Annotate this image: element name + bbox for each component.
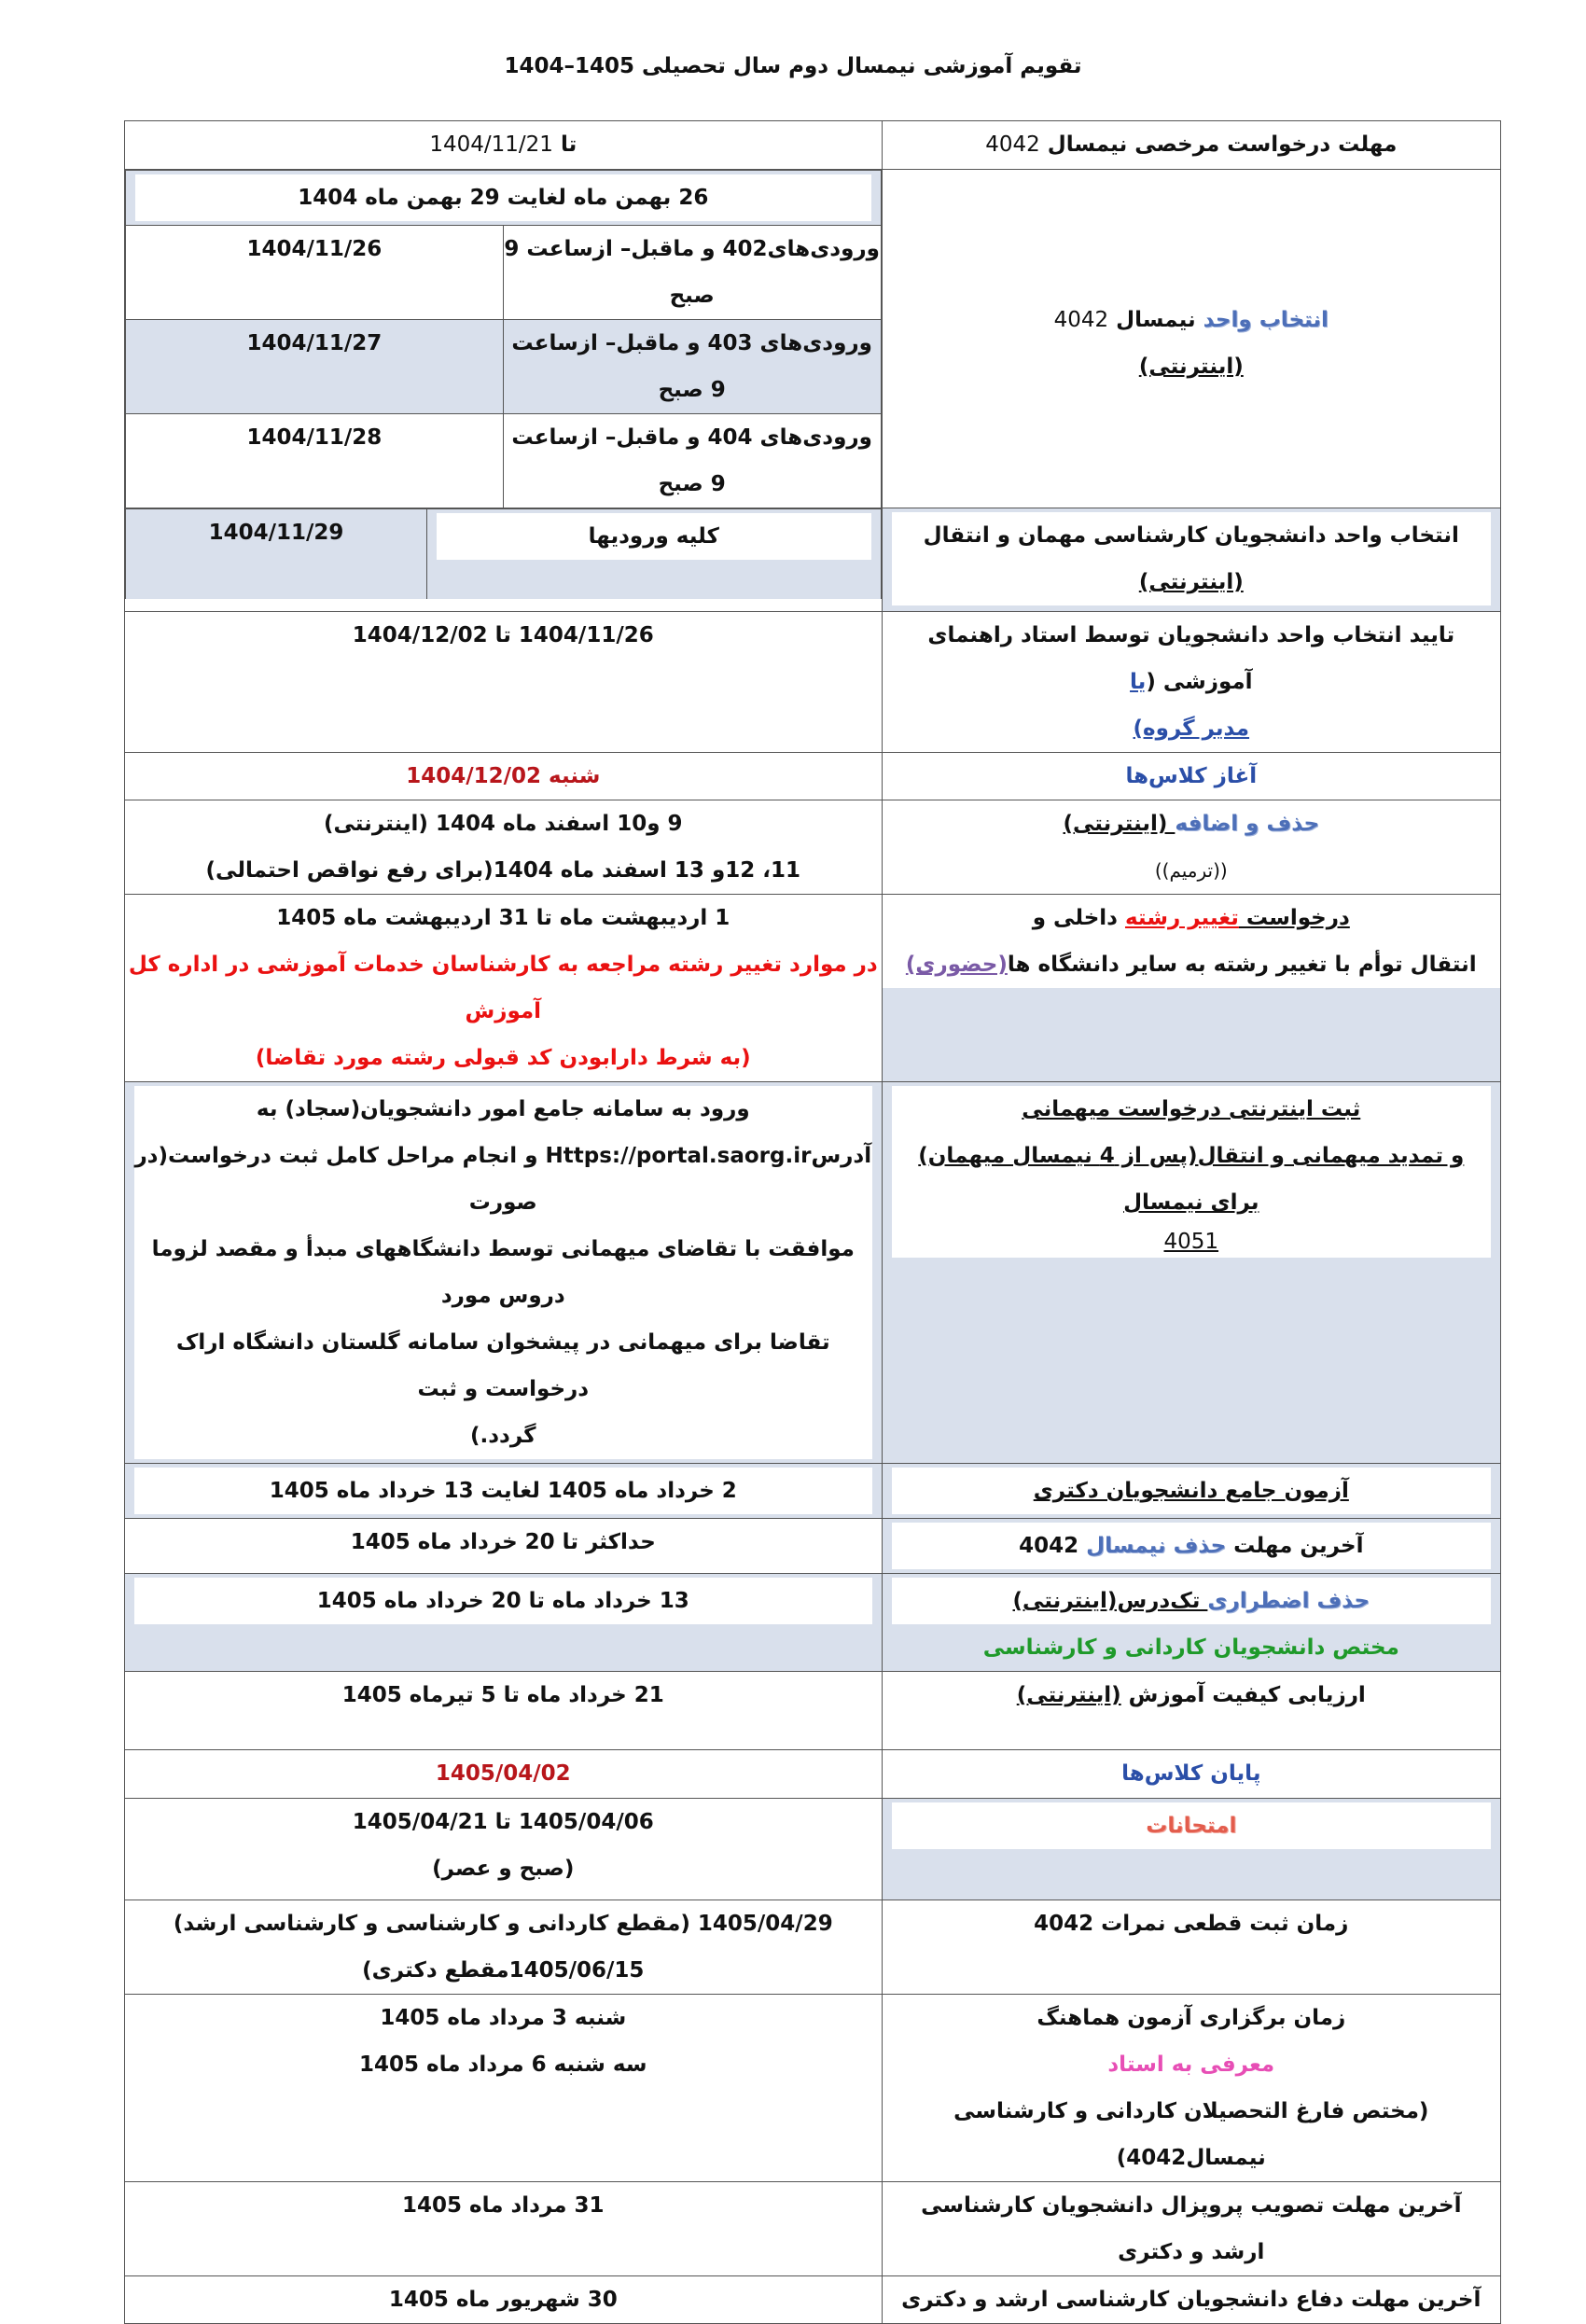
add-drop-value: 9 و10 اسفند ماه 1404 (اینترنتی) 11، 12و 13 اسفند ماه 1404(برای رفع نواقص احتمالی)	[125, 800, 883, 895]
registration-item-date: 1404/11/26	[126, 226, 504, 320]
registration-value	[125, 170, 883, 508]
approval-value: 1404/11/26 تا 1404/12/02	[125, 612, 883, 753]
coordinated-exam-value: شنبه 3 مرداد ماه 1405 سه شنبه 6 مرداد ماه 1405	[125, 1995, 883, 2182]
evaluation-value: 21 خرداد ماه تا 5 تیرماه 1405	[125, 1672, 883, 1750]
page-title: تقویم آموزشی نیمسال دوم سال تحصیلی 1405–1404	[504, 54, 1082, 78]
table-row	[125, 1900, 1501, 1995]
table-row	[125, 1574, 1501, 1672]
table-row	[125, 1082, 1501, 1464]
add-drop-label: حذف و اضافه (اینترنتی) ((ترمیم))	[882, 800, 1500, 895]
registration-item-text: ورودی‌های 404 و ماقبل– ازساعت 9 صبح	[503, 414, 881, 508]
class-start-value: شنبه 1404/12/02	[125, 753, 883, 800]
table-row	[125, 1799, 1501, 1900]
class-end-value: 1405/04/02	[125, 1750, 883, 1799]
table-row	[125, 1519, 1501, 1574]
major-change-label: درخواست تغییر رشته داخلی و انتقال توأم با تغییر رشته به سایر دانشگاه ها(حضوری)	[882, 895, 1500, 1082]
table-row	[125, 612, 1501, 753]
table-row	[125, 121, 1501, 170]
table-row	[125, 2182, 1501, 2276]
table-row	[125, 508, 1501, 612]
table-row	[125, 800, 1501, 895]
emergency-drop-label: حذف اضطراری تک‌درس(اینترنتی) مختص دانشجویان کاردانی و کارشناسی	[882, 1574, 1500, 1672]
guest-registration-label: انتخاب واحد دانشجویان کارشناسی مهمان و انتقال (اینترنتی)	[882, 508, 1500, 612]
registration-header: 26 بهمن ماه لغایت 29 بهمن ماه 1404	[126, 171, 882, 226]
registration-label: انتخاب واحد نیمسال 4042 (اینترنتی)	[882, 170, 1500, 508]
grades-label: زمان ثبت قطعی نمرات 4042	[882, 1900, 1500, 1995]
semester-drop-label: آخرین مهلت حذف نیمسال 4042	[882, 1519, 1500, 1574]
guest-request-label: ثبت اینترنتی درخواست میهمانی و تمدید میهمانی و انتقال(پس از 4 نیمسال میهمان) برای نیمسال 4051	[882, 1082, 1500, 1464]
defense-value: 30 شهریور ماه 1405	[125, 2276, 883, 2324]
registration-item-text: ورودی‌های402 و ماقبل– ازساعت 9 صبح	[503, 226, 881, 320]
coordinated-exam-label: زمان برگزاری آزمون هماهنگ معرفی به استاد (مختص فارغ التحصیلان کاردانی و کارشناسی نیمسال4042)	[882, 1995, 1500, 2182]
table-row	[125, 2276, 1501, 2324]
emergency-drop-value: 13 خرداد ماه تا 20 خرداد ماه 1405	[125, 1574, 883, 1672]
guest-registration-text: کلیه ورودیها	[437, 513, 871, 560]
registration-item-date: 1404/11/28	[126, 414, 504, 508]
phd-exam-label: آزمون جامع دانشجویان دکتری	[882, 1464, 1500, 1519]
registration-item-date: 1404/11/27	[126, 320, 504, 414]
table-row	[125, 1672, 1501, 1750]
semester-drop-value: حداکثر تا 20 خرداد ماه 1405	[125, 1519, 883, 1574]
phd-exam-value: 2 خرداد ماه 1405 لغایت 13 خرداد ماه 1405	[125, 1464, 883, 1519]
guest-registration-date: 1404/11/29	[126, 509, 427, 600]
table-row	[125, 895, 1501, 1082]
exams-value: 1405/04/06 تا 1405/04/21 (صبح و عصر)	[125, 1799, 883, 1900]
guest-request-value: ورود به سامانه جامع امور دانشجویان(سجاد) به آدرسHttps://portal.saorg.ir و انجام مراحل کامل ثبت درخواست(در صورت موافقت با تقاضای میهمانی توسط دانشگاههای مبدأ و مقصد لزوما دروس مورد تقاضا برای میهمانی در پیشخوان سامانه گلستان دانشگاه اراک درخواست و ثبت گردد.)	[125, 1082, 883, 1464]
table-row	[125, 170, 1501, 508]
class-start-label: آغاز کلاس‌ها	[882, 753, 1500, 800]
table-row	[125, 1995, 1501, 2182]
table-row	[125, 1750, 1501, 1799]
major-change-value: 1 اردیبهشت ماه تا 31 اردیبهشت ماه 1405 در موارد تغییر رشته مراجعه به کارشناسان خدمات آموزشی در اداره کل آموزش (به شرط دارابودن کد قبولی رشته مورد تقاضا)	[125, 895, 883, 1082]
approval-label: تایید انتخاب واحد دانشجویان توسط استاد راهنمای آموزشی (یا مدیر گروه)	[882, 612, 1500, 753]
grades-value: 1405/04/29 (مقطع کاردانی و کارشناسی و کارشناسی ارشد) 1405/06/15مقطع دکتری)	[125, 1900, 883, 1995]
guest-registration-value	[125, 508, 883, 612]
defense-label: آخرین مهلت دفاع دانشجویان کارشناسی ارشد و دکتری	[882, 2276, 1500, 2324]
proposal-label: آخرین مهلت تصویب پروپزال دانشجویان کارشناسی ارشد و دکتری	[882, 2182, 1500, 2276]
exams-label: امتحانات	[882, 1799, 1500, 1900]
leave-label: مهلت درخواست مرخصی نیمسال 4042	[882, 121, 1500, 170]
evaluation-label: ارزیابی کیفیت آموزش (اینترنتی)	[882, 1672, 1500, 1750]
class-end-label: پایان کلاس‌ها	[882, 1750, 1500, 1799]
leave-value: تا 1404/11/21	[125, 121, 883, 170]
table-row	[125, 753, 1501, 800]
registration-item-text: ورودی‌های 403 و ماقبل– ازساعت 9 صبح	[503, 320, 881, 414]
table-row	[125, 1464, 1501, 1519]
calendar-table	[124, 120, 1501, 2324]
proposal-value: 31 مرداد ماه 1405	[125, 2182, 883, 2276]
